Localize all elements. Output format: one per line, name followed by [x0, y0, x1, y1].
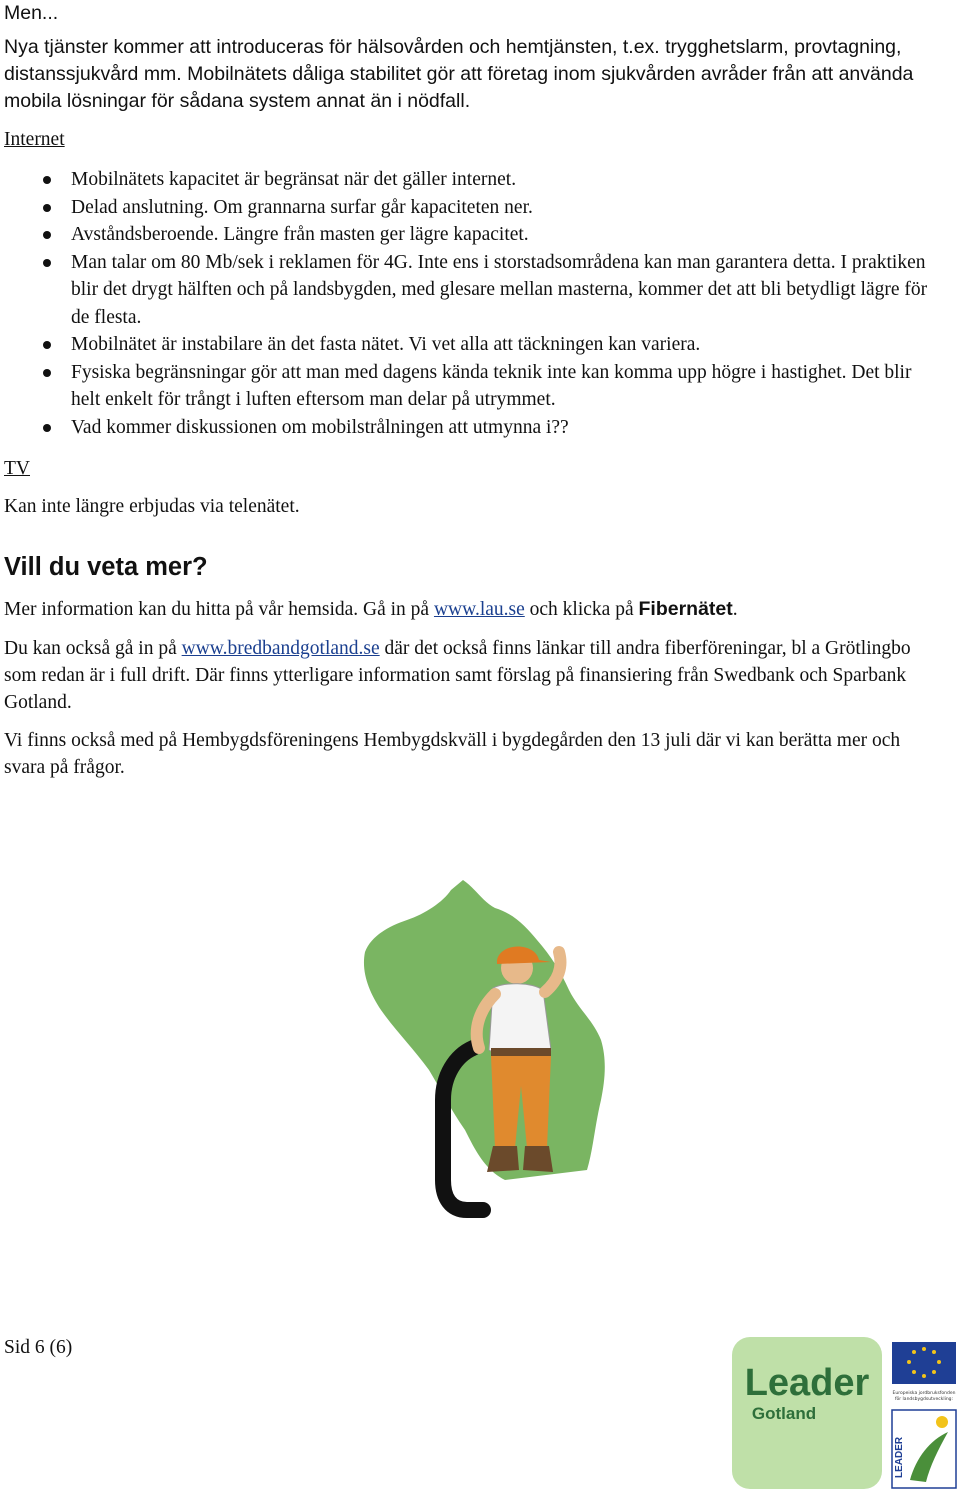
internet-heading: Internet [4, 129, 65, 150]
bredbandgotland-link[interactable]: www.bredbandgotland.se [181, 638, 380, 659]
svg-text:Europeiska jordbruksfonden: Europeiska jordbruksfonden [892, 1391, 956, 1396]
list-item: Vad kommer diskussionen om mobilstrålningen att utmynna i?? [0, 414, 930, 442]
intro-heading: Men... [4, 2, 59, 24]
bullet-icon [43, 424, 51, 432]
fibernatet-label: Fibernätet [638, 598, 733, 620]
list-item: Avståndsberoende. Längre från masten ger lägre kapacitet. [0, 221, 930, 249]
list-item: Mobilnätet är instabilare än det fasta nätet. Vi vet alla att täckningen kan variera. [0, 331, 930, 359]
list-item: Fysiska begränsningar gör att man med dagens kända teknik inte kan komma upp högre i hastighet. Det blir helt enkelt för trångt i luften eftersom man delar på utrymmet. [0, 359, 930, 414]
list-item: Delad anslutning. Om grannarna surfar går kapaciteten ner. [0, 194, 930, 222]
more-info-paragraph-3: Vi finns också med på Hembygdsföreningens Hembygdskväll i bygdegården den 13 juli där vi kan berätta mer och svara på frågor. [4, 730, 901, 778]
list-item: Man talar om 80 Mb/sek i reklamen för 4G. Inte ens i storstadsområdena kan man garantera detta. I praktiken blir det drygt hälften och på landsbygden, med glesare mellan masterna, kommer det att bli betydligt lägre för de flesta. [0, 249, 930, 332]
more-info-heading: Vill du veta mer? [4, 553, 208, 581]
list-item: Mobilnätets kapacitet är begränsat när det gäller internet. [0, 166, 930, 194]
eu-leader-logo [890, 1340, 958, 1490]
bullet-icon [43, 231, 51, 239]
bullet-icon [43, 369, 51, 377]
svg-text:Leader: Leader [744, 1362, 870, 1404]
tv-text: Kan inte längre erbjudas via telenätet. [4, 496, 300, 517]
svg-text:Gotland: Gotland [751, 1404, 817, 1423]
more-info-paragraph-2: Du kan också gå in på www.bredbandgotland.se där det också finns länkar till andra fiberföreningar, bl a Grötlingbo som redan är i full drift. Där finns ytterligare information samt förslag på finansiering från Swedbank och Sparbank Gotland. [4, 638, 911, 713]
bullet-icon [43, 341, 51, 349]
more-info-paragraph-1: Mer information kan du hitta på vår hemsida. Gå in på www.lau.se och klicka på Fibernätet. [4, 598, 738, 620]
svg-text:LEADER: LEADER [894, 1436, 905, 1478]
bullet-icon [43, 176, 51, 184]
lau-link[interactable]: www.lau.se [433, 599, 525, 620]
gotland-map-icon [364, 880, 605, 1180]
leader-gotland-logo [732, 1337, 882, 1489]
tv-heading: TV [4, 458, 30, 479]
page-number: Sid 6 (6) [4, 1337, 73, 1358]
intro-paragraph: Nya tjänster kommer att introduceras för hälsovården och hemtjänsten, t.ex. trygghetslarm, provtagning, distanssjukvård mm. Mobilnätets dåliga stabilitet gör att företag inom sjukvården avråder från att använda mobila lösningar för sådana system annat än i nödfall. [4, 36, 914, 112]
bullet-icon [43, 259, 51, 267]
svg-text:för landsbygdsutveckling:: för landsbygdsutveckling: [894, 1397, 954, 1402]
internet-bullet-list [0, 166, 930, 441]
bullet-icon [43, 204, 51, 212]
gotland-fiber-worker-illustration [355, 880, 645, 1220]
